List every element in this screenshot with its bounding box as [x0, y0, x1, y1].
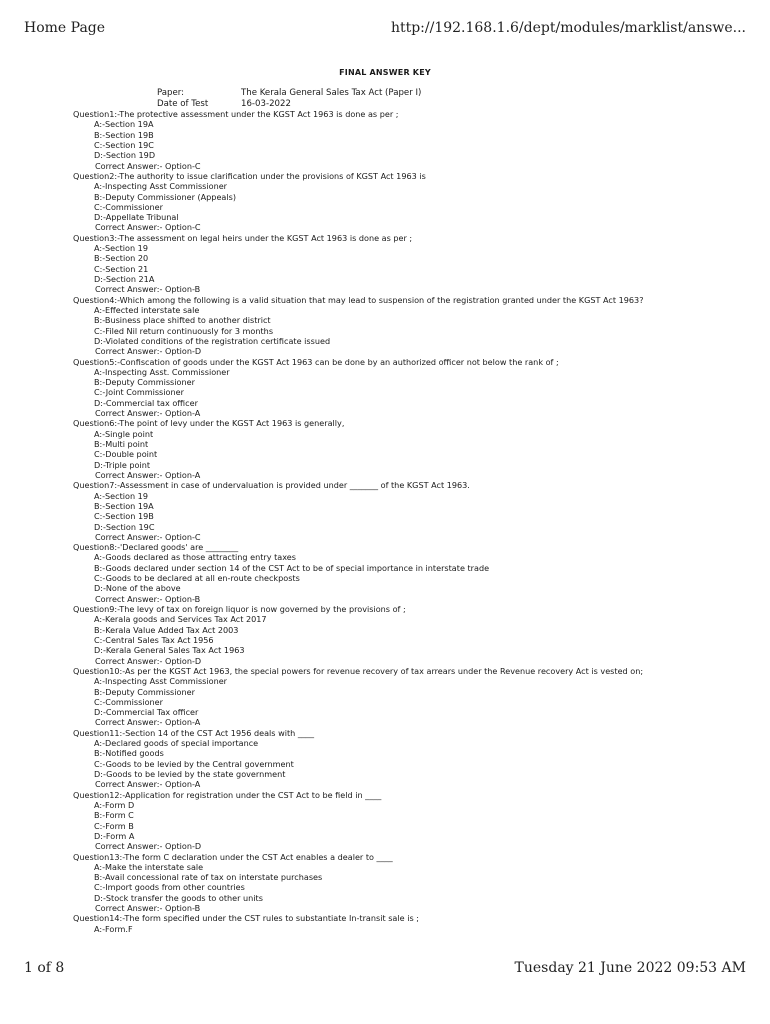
question-text: Question9:-The levy of tax on foreign liquor is now governed by the provisions of ; [73, 604, 406, 614]
answer-option: B:-Business place shifted to another district [94, 315, 271, 326]
answer-option: A:-Goods declared as those attracting entry taxes [94, 552, 296, 563]
question-block [73, 728, 763, 790]
answer-option: B:-Section 19B [94, 129, 154, 140]
question-text: Question10:-As per the KGST Act 1963, the special powers for revenue recovery of tax arrears under the Revenue recovery Act is vested on; [73, 665, 644, 676]
answer-option: A:-Single point [94, 428, 154, 439]
question-text: Question6:-The point of levy under the KGST Act 1963 is generally, [73, 418, 345, 429]
paper-row [157, 88, 421, 98]
answer-option: C:-Central Sales Tax Act 1956 [94, 634, 214, 645]
date-row [157, 99, 291, 109]
paper-label: Paper: [157, 88, 185, 98]
question-text: Question2:-The authority to issue clarification under the provisions of KGST Act 1963 is [73, 170, 426, 181]
answer-option: A:-Effected interstate sale [94, 304, 200, 315]
question-text: Question12:-Application for registration under the CST Act to be field in ____ [73, 789, 382, 800]
question-text: Question4:-Which among the following is a valid situation that may lead to suspension of the registration granted under the KGST Act 1963? [73, 294, 644, 305]
answer-option: B:-Deputy Commissioner [94, 377, 195, 388]
browser-header-title: Home Page [24, 20, 106, 36]
answer-option: C:-Commissioner [94, 201, 163, 212]
question-text: Question14:-The form specified under the CST rules to substantiate In-transit sale is ; [73, 913, 419, 924]
answer-option: A:-Inspecting Asst Commissioner [94, 676, 228, 687]
answer-option: B:-Notified goods [94, 748, 164, 759]
question-text: Question8:-'Declared goods' are ________ [73, 542, 239, 553]
correct-answer: Correct Answer:- Option-B [95, 593, 201, 604]
date-value: 16-03-2022 [241, 98, 291, 109]
question-block [73, 295, 763, 357]
question-text: Question7:-Assessment in case of undervaluation is provided under _______ of the KGST Act 1963. [73, 480, 470, 491]
answer-option: D:-Section 21A [94, 274, 155, 284]
browser-header-url: http://192.168.1.6/dept/modules/marklist/answe... [390, 20, 746, 36]
answer-option: C:-Import goods from other countries [94, 882, 245, 893]
answer-option: A:-Section 19 [94, 243, 148, 254]
correct-answer: Correct Answer:- Option-C [95, 531, 201, 542]
correct-answer: Correct Answer:- Option-D [95, 655, 202, 666]
question-text: Question13:-The form C declaration under the CST Act enables a dealer to ____ [73, 851, 393, 862]
answer-option: B:-Deputy Commissioner [94, 686, 195, 697]
answer-option: D:-Commercial Tax officer [94, 707, 199, 718]
question-block [73, 852, 763, 914]
answer-option: B:-Deputy Commissioner (Appeals) [94, 191, 237, 202]
question-block [73, 171, 763, 233]
correct-answer: Correct Answer:- Option-B [95, 903, 201, 914]
correct-answer: Correct Answer:- Option-A [95, 408, 201, 419]
answer-option: C:-Joint Commissioner [94, 387, 184, 398]
question-text: Question11:-Section 14 of the CST Act 1956 deals with ____ [73, 727, 315, 738]
answer-option: D:-Section 19D [94, 150, 156, 161]
answer-option: A:-Declared goods of special importance [94, 738, 259, 749]
question-block [73, 913, 763, 934]
answer-option: A:-Inspecting Asst Commissioner [94, 181, 228, 192]
question-block [73, 418, 763, 480]
question-block [73, 480, 763, 542]
question-block [73, 604, 763, 666]
question-block [73, 542, 763, 604]
paper-value: The Kerala General Sales Tax Act (Paper I) [241, 88, 422, 98]
answer-option: D:-Section 19C [94, 521, 155, 532]
answer-option: B:-Avail concessional rate of tax on interstate purchases [94, 872, 323, 883]
question-list [73, 109, 763, 934]
answer-option: C:-Commissioner [94, 696, 163, 707]
answer-option: C:-Section 19C [94, 139, 154, 150]
answer-option: A:-Section 19A [94, 119, 154, 130]
correct-answer: Correct Answer:- Option-A [95, 469, 201, 480]
correct-answer: Correct Answer:- Option-C [95, 222, 201, 233]
answer-option: C:-Filed Nil return continuously for 3 months [94, 325, 274, 336]
answer-option: B:-Kerala Value Added Tax Act 2003 [94, 624, 239, 635]
answer-option: B:-Multi point [94, 439, 149, 449]
answer-option: A:-Inspecting Asst. Commissioner [94, 366, 230, 377]
question-block [73, 666, 763, 728]
question-block [73, 233, 763, 295]
answer-option: D:-Violated conditions of the registration certificate issued [94, 335, 331, 346]
correct-answer: Correct Answer:- Option-D [95, 346, 202, 357]
answer-option: D:-Appellate Tribunal [94, 212, 179, 223]
answer-option: B:-Goods declared under section 14 of the CST Act to be of special importance in interstate trade [94, 562, 490, 573]
page-counter: 1 of 8 [24, 960, 65, 976]
answer-option: C:-Goods to be levied by the Central government [94, 758, 294, 769]
answer-option: C:-Goods to be declared at all en-route checkposts [94, 573, 300, 584]
correct-answer: Correct Answer:- Option-D [95, 841, 202, 852]
correct-answer: Correct Answer:- Option-C [95, 160, 201, 171]
answer-option: C:-Form B [94, 820, 134, 831]
question-text: Question1:-The protective assessment under the KGST Act 1963 is done as per ; [73, 109, 399, 119]
answer-option: D:-Kerala General Sales Tax Act 1963 [94, 645, 245, 656]
answer-option: B:-Form C [94, 810, 134, 821]
question-block [73, 790, 763, 852]
answer-option: D:-None of the above [94, 583, 181, 594]
answer-option: D:-Stock transfer the goods to other units [94, 892, 263, 903]
question-block [73, 357, 763, 419]
answer-option: D:-Goods to be levied by the state government [94, 769, 286, 779]
correct-answer: Correct Answer:- Option-A [95, 717, 201, 728]
answer-option: A:-Form.F [94, 923, 133, 934]
question-text: Question3:-The assessment on legal heirs under the KGST Act 1963 is done as per ; [73, 232, 413, 243]
answer-option: C:-Section 19B [94, 511, 154, 522]
answer-option: C:-Double point [94, 449, 158, 460]
answer-option: A:-Section 19 [94, 490, 148, 501]
correct-answer: Correct Answer:- Option-B [95, 284, 201, 295]
answer-option: B:-Section 20 [94, 253, 149, 264]
answer-option: A:-Form D [94, 799, 135, 810]
question-text: Question5:-Confiscation of goods under the KGST Act 1963 can be done by an authorized officer not below the rank of ; [73, 356, 559, 367]
document-title: FINAL ANSWER KEY [339, 68, 431, 77]
answer-option: D:-Form A [94, 830, 135, 841]
answer-option: D:-Commercial tax officer [94, 397, 198, 408]
answer-option: A:-Kerala goods and Services Tax Act 2017 [94, 614, 267, 625]
answer-option: A:-Make the interstate sale [94, 861, 204, 872]
answer-option: C:-Section 21 [94, 263, 149, 274]
print-timestamp: Tuesday 21 June 2022 09:53 AM [514, 960, 746, 976]
answer-option: D:-Triple point [94, 459, 151, 470]
answer-option: B:-Section 19A [94, 500, 154, 511]
correct-answer: Correct Answer:- Option-A [95, 779, 201, 790]
question-block [73, 109, 763, 171]
date-label: Date of Test [157, 98, 209, 109]
